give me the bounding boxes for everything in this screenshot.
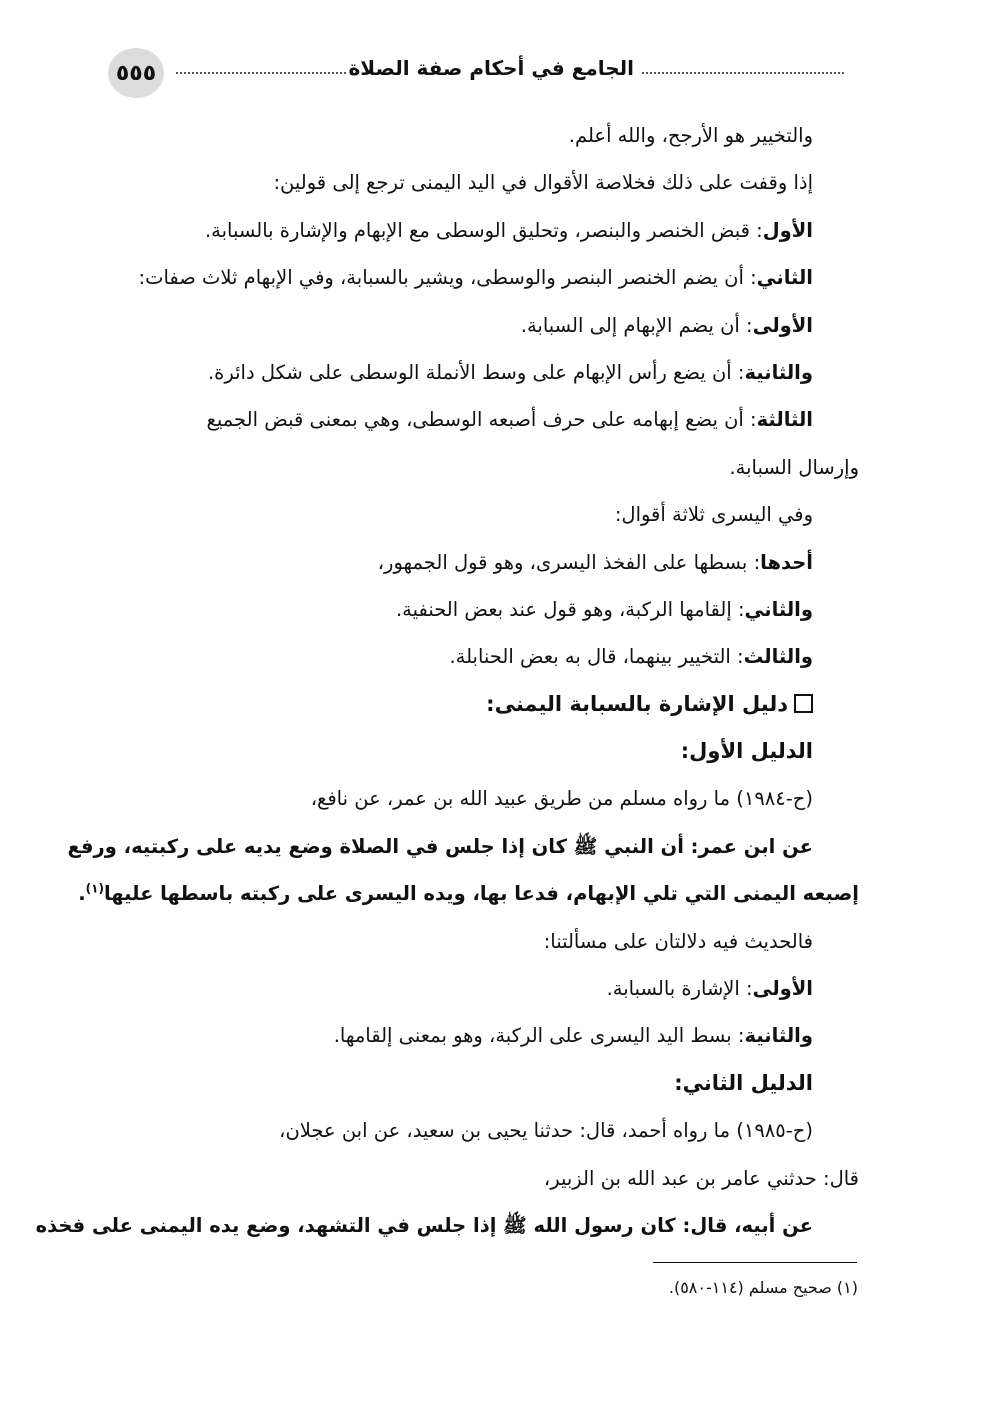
text-line: والثالث: التخيير بينهما، قال به بعض الحنابلة. [449, 645, 813, 669]
text-line: (ح-١٩٨٥) ما رواه أحمد، قال: حدثنا يحيى بن سعيد، عن ابن عجلان، [279, 1119, 813, 1143]
text-line: وفي اليسرى ثلاثة أقوال: [614, 503, 813, 527]
text-line: الثاني: أن يضم الخنصر البنصر والوسطى، ويشير بالسبابة، وفي الإبهام ثلاث صفات: [138, 266, 813, 290]
header-dotted-rule-left [176, 72, 346, 74]
text-line: والثانية: بسط اليد اليسرى على الركبة، وهو بمعنى إلقامها. [333, 1024, 813, 1048]
text-line: (ح-١٩٨٤) ما رواه مسلم من طريق عبيد الله بن عمر، عن نافع، [310, 787, 813, 811]
page-number-badge: ٥٥٥ [108, 48, 164, 98]
text-line: والثاني: إلقامها الركبة، وهو قول عند بعض الحنفية. [395, 597, 813, 621]
subsection-heading: الدليل الثاني: [674, 1070, 813, 1095]
page-body [35, 112, 859, 1249]
running-header [108, 48, 844, 98]
text-line: الأولى: أن يضم الإبهام إلى السبابة. [520, 313, 813, 337]
text-line: والتخيير هو الأرجح، والله أعلم. [568, 124, 813, 147]
text-line: أحدها: بسطها على الفخذ اليسرى، وهو قول الجمهور، [377, 550, 813, 574]
footnote: (١) صحيح مسلم (١١٤-٥٨٠). [668, 1278, 858, 1297]
text-line: الثالثة: أن يضع إبهامه على حرف أصبعه الوسطى، وهي بمعنى قبض الجميع [206, 408, 813, 432]
text-line: الأولى: الإشارة بالسبابة. [606, 977, 813, 1001]
text-line: قال: حدثني عامر بن عبد الله بن الزبير، [543, 1166, 859, 1190]
book-title: الجامع في أحكام صفة الصلاة [348, 56, 634, 80]
text-line: والثانية: أن يضع رأس الإبهام على وسط الأنملة الوسطى على شكل دائرة. [207, 360, 813, 384]
text-line: فالحديث فيه دلالتان على مسألتنا: [543, 929, 813, 953]
footnote-separator [653, 1262, 857, 1263]
hadith-line: إصبعه اليمنى التي تلي الإبهام، فدعا بها، ويده اليسرى على ركبته باسطها عليها$^{(١)}$. [78, 881, 859, 906]
checkbox-square-icon [794, 694, 813, 713]
text-line: وإرسال السبابة. [729, 455, 859, 479]
text-line: إذا وقفت على ذلك فخلاصة الأقوال في اليد اليمنى ترجع إلى قولين: [273, 171, 813, 195]
subsection-heading: الدليل الأول: [680, 739, 813, 764]
footnote-marker: (١) [85, 881, 104, 896]
text-line: الأول: قبض الخنصر والبنصر، وتحليق الوسطى مع الإبهام والإشارة بالسبابة. [204, 218, 813, 242]
header-dotted-rule-right [642, 72, 844, 74]
section-heading: دليل الإشارة بالسبابة اليمنى: [115, 681, 813, 728]
hadith-line: عن ابن عمر: أن النبي ﷺ كان إذا جلس في الصلاة وضع يديه على ركبتيه، ورفع [67, 834, 813, 858]
hadith-line: عن أبيه، قال: كان رسول الله ﷺ إذا جلس في التشهد، وضع يده اليمنى على فخذه [35, 1213, 813, 1237]
